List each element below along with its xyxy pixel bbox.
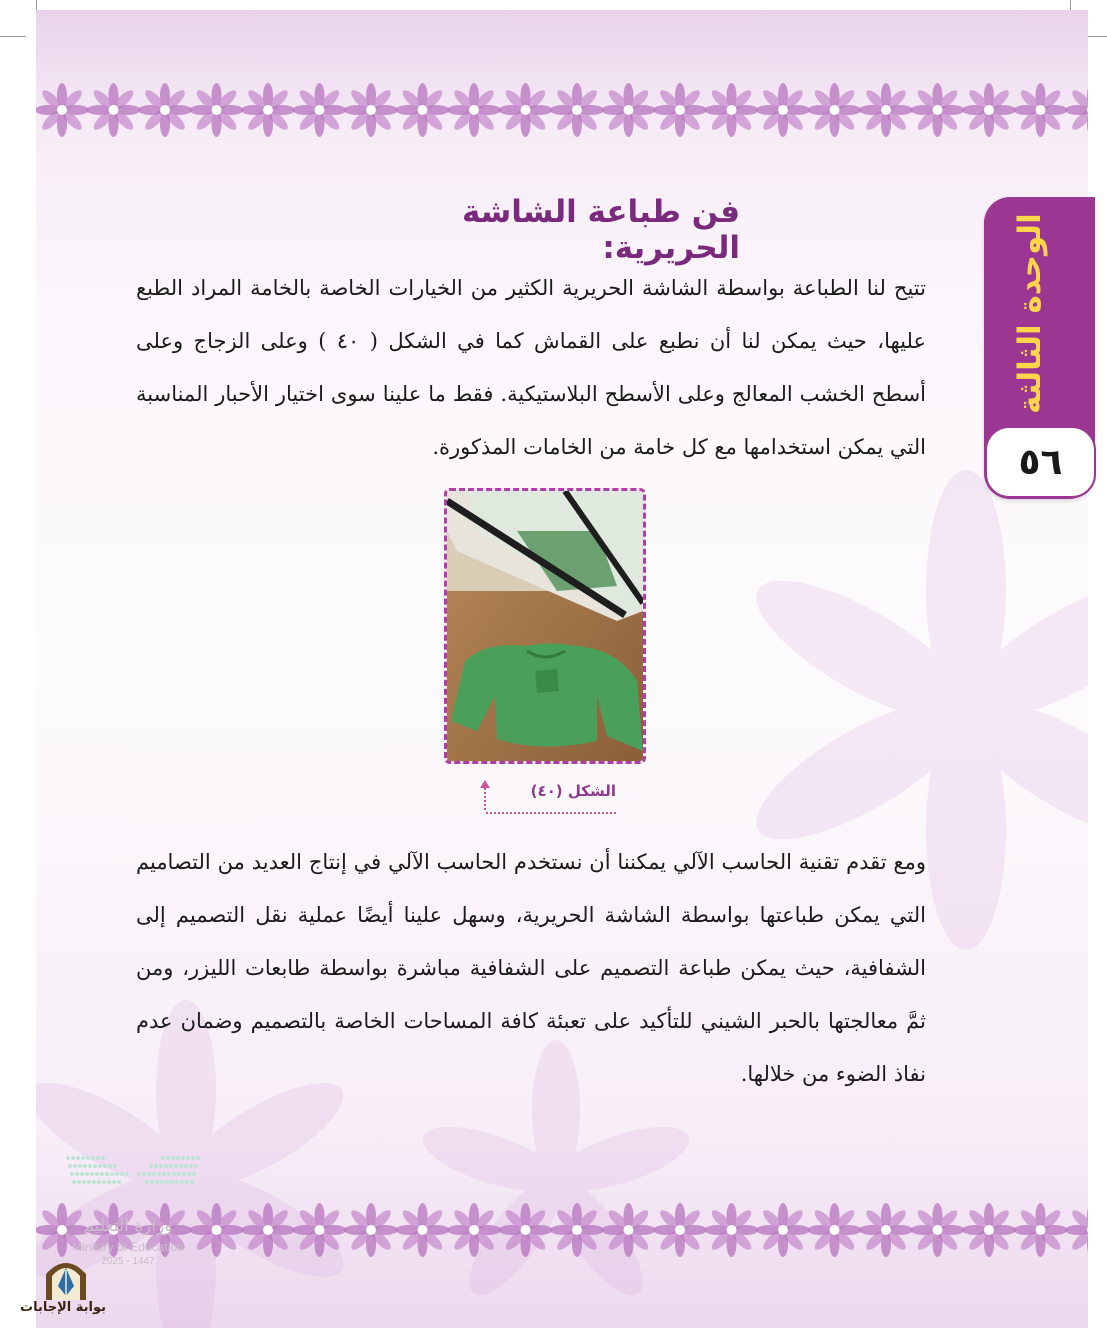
border-flower-icon — [293, 1203, 347, 1257]
border-flower-icon — [344, 1203, 398, 1257]
section-title: فن طباعة الشاشة الحريرية: — [462, 194, 740, 266]
figure-40-frame — [444, 488, 646, 764]
border-flower-icon — [911, 1203, 965, 1257]
border-flower-icon — [756, 1203, 810, 1257]
border-flower-icon — [190, 83, 244, 137]
border-flower-icon — [705, 1203, 759, 1257]
border-flower-icon — [602, 1203, 656, 1257]
crop-mark — [0, 36, 26, 37]
border-flower-icon — [756, 83, 810, 137]
border-flower-icon — [499, 83, 553, 137]
ministry-name-en: Ministry of Education — [72, 1240, 184, 1254]
border-flower-icon — [550, 83, 604, 137]
ministry-name-ar: وزارة التعليم — [83, 1216, 173, 1236]
border-flower-icon — [241, 83, 295, 137]
border-flower-icon — [396, 83, 450, 137]
border-flower-icon — [911, 83, 965, 137]
border-flower-icon — [1065, 1203, 1088, 1257]
ministry-year: 2025 - 1447 — [101, 1256, 155, 1267]
border-flower-icon — [653, 1203, 707, 1257]
border-flower-icon — [859, 1203, 913, 1257]
border-flower-icon — [859, 83, 913, 137]
border-flower-icon — [602, 83, 656, 137]
caption-underline — [486, 812, 616, 814]
border-flower-icon — [808, 1203, 862, 1257]
border-flower-icon — [962, 83, 1016, 137]
border-flower-icon — [36, 83, 89, 137]
border-flower-icon — [499, 1203, 553, 1257]
border-flower-icon — [962, 1203, 1016, 1257]
silkscreen-shirt-photo — [447, 491, 643, 761]
chapter-label: الوحدة الثالثة — [1012, 213, 1048, 415]
border-flower-icon — [241, 1203, 295, 1257]
border-flower-icon — [396, 1203, 450, 1257]
answer-portal-logo-icon — [40, 1256, 92, 1300]
paragraph-computer: ومع تقدم تقنية الحاسب الآلي يمكننا أن نستخدم الحاسب الآلي في إنتاج العديد من التصاميم التي يمكن طباعتها بواسطة الشاشة الحريرية، وسهل علينا أيضًا عملية نقل التصميم إلى الشفافية، حيث يمكن طباعة التصميم على الشفافية مباشرة بواسطة طابعات الليزر، ومن ثمَّ معالجتها بالحبر الشيني للتأكيد على تعبئة كافة المساحات الخاصة بالتصميم وضمان عدم نفاذ الضوء من خلالها. — [136, 850, 926, 1086]
border-flower-icon — [344, 83, 398, 137]
border-flower-icon — [447, 1203, 501, 1257]
top-flower-border — [36, 80, 1088, 140]
border-flower-icon — [808, 83, 862, 137]
border-flower-icon — [550, 1203, 604, 1257]
border-flower-icon — [1014, 1203, 1068, 1257]
border-flower-icon — [1014, 83, 1068, 137]
border-flower-icon — [447, 83, 501, 137]
border-flower-icon — [87, 83, 141, 137]
border-flower-icon — [138, 83, 192, 137]
page-number: ٥٦ — [985, 426, 1096, 498]
answer-portal-label: بوابة الإجابات — [20, 1300, 106, 1315]
border-flower-icon — [653, 83, 707, 137]
border-flower-icon — [705, 83, 759, 137]
paragraph-intro: تتيح لنا الطباعة بواسطة الشاشة الحريرية الكثير من الخيارات الخاصة بالخامة المراد الطبع عليها، حيث يمكن لنا أن نطبع على القماش كما في الشكل ( ٤٠ ) وعلى الزجاج وعلى أسطح الخشب المعالج وعلى الأسطح البلاستيكية. فقط ما علينا سوى اختيار الأحبار المناسبة التي يمكن استخدامها مع كل خامة من الخامات المذكورة. — [136, 276, 926, 459]
border-flower-icon — [293, 83, 347, 137]
border-flower-icon — [1065, 83, 1088, 137]
figure-caption: الشكل (٤٠) — [530, 782, 616, 800]
